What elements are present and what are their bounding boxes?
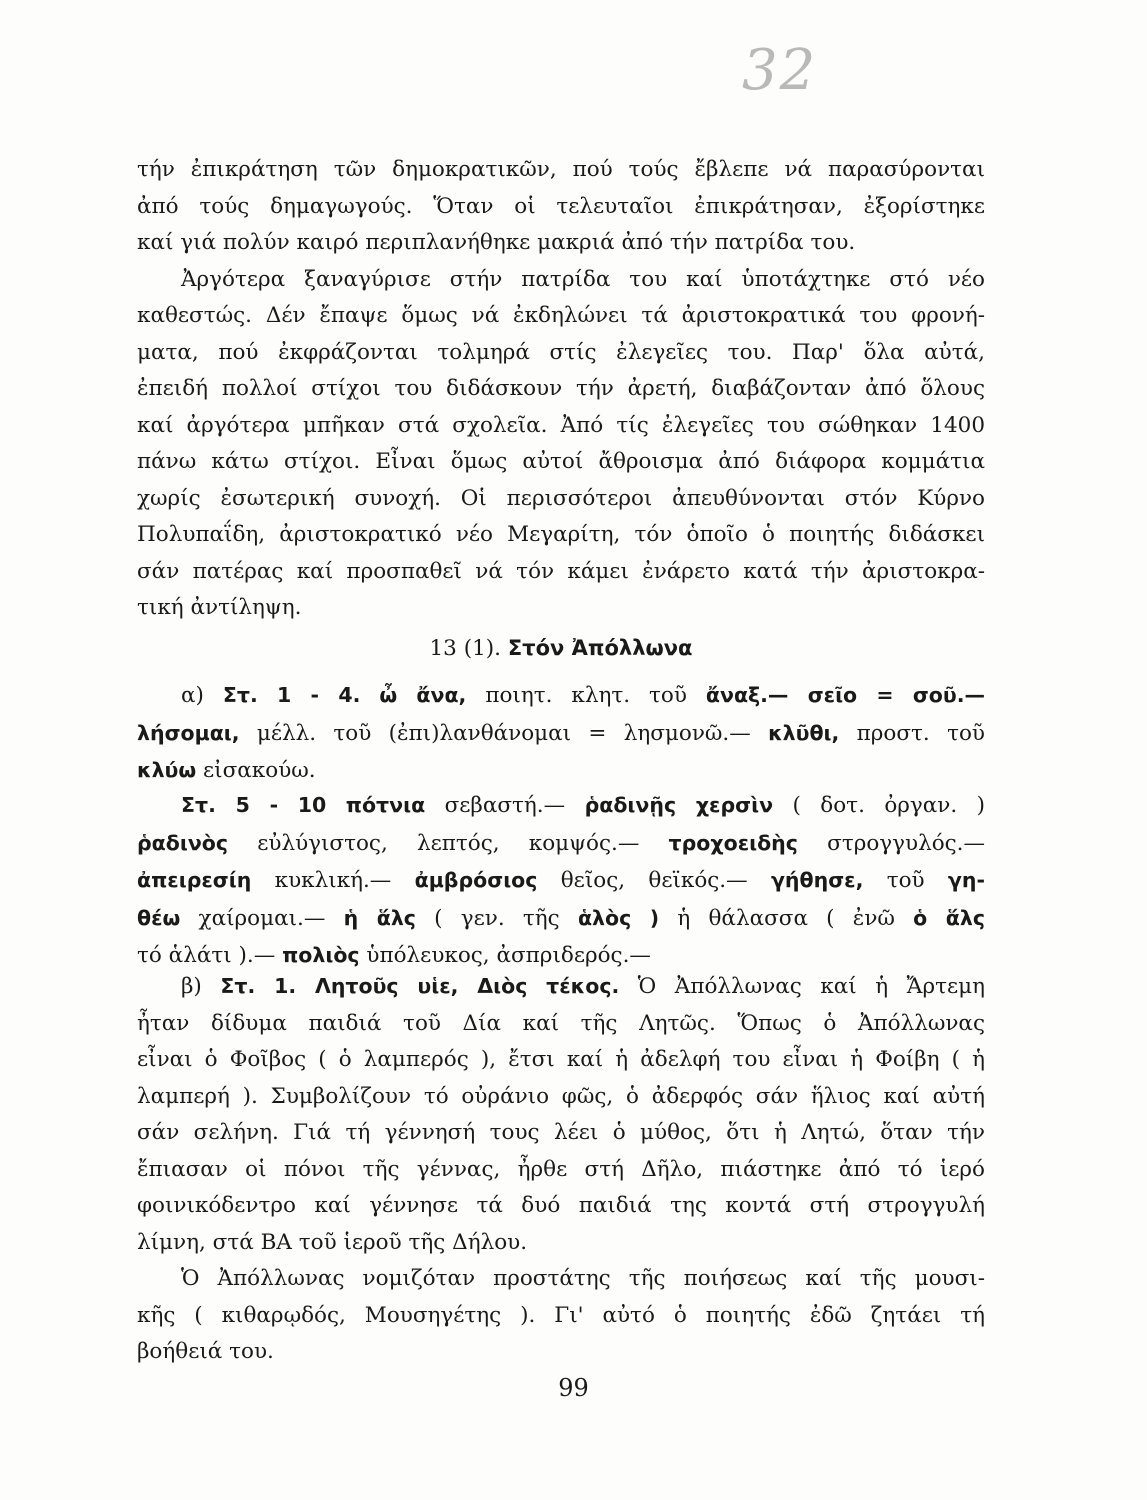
lemma: κλῦθι, <box>768 720 840 745</box>
gloss: ὑπόλευκος, ἀσπριδερός.— <box>366 943 651 968</box>
text-line: ἐπειδή πολλοί στίχοι του διδάσκουν τήν ἀρετή, διαβάζονταν ἀπό ὅλους <box>137 376 985 401</box>
gloss: ( γεν. τῆς <box>434 905 560 931</box>
notes-alpha <box>137 677 985 790</box>
gloss: στρογγυλός.— <box>827 830 986 856</box>
text-line: κῆς ( κιθαρῳδός, Μουσηγέτης ). Γι' αὐτό ὁ ποιητής ἐδῶ ζητάει τή <box>137 1302 985 1328</box>
lemma: κλύω <box>137 758 197 782</box>
text-line: Ἀργότερα ξαναγύρισε στήν πατρίδα του καί ὑποτάχτηκε στό νέο <box>181 266 985 292</box>
gloss: εἰσακούω. <box>203 758 316 783</box>
text-line: ἀπό τούς δημαγωγούς. Ὅταν οἱ τελευταῖοι ἐπικράτησαν, ἐξορίστηκε <box>137 193 985 219</box>
lemma: θέω <box>137 905 181 930</box>
text-line: σάν σελήνη. Γιά τή γέννησή τους λέει ὁ μύθος, ὅτι ἡ Λητώ, ὅταν τήν <box>137 1120 985 1145</box>
text-line: Ὁ Ἀπόλλωνας νομιζόταν προστάτης τῆς ποιήσεως καί τῆς μουσι- <box>181 1266 985 1291</box>
text-line: τήν ἐπικράτηση τῶν δημοκρατικῶν, πού τούς ἔβλεπε νά παρασύρονται <box>137 157 985 182</box>
note-label: α) <box>181 683 204 708</box>
gloss: ποιητ. κλητ. τοῦ <box>485 683 687 708</box>
lemma: ῥαδινὸς <box>137 830 229 855</box>
text-line: καί ἀργότερα μπῆκαν στά σχολεῖα. Ἀπό τίς ἐλεγεῖες του σώθηκαν 1400 <box>137 412 985 438</box>
gloss: κυκλική.— <box>274 868 392 893</box>
gloss: μέλλ. τοῦ (ἐπι)λανθάνομαι = λησμονῶ.— <box>256 720 751 746</box>
gloss: προστ. τοῦ <box>856 720 985 746</box>
heading-number: 13 (1). <box>429 636 501 661</box>
text-line: Πολυπαΐδη, ἀριστοκρατικό νέο Μεγαρίτη, τόν ὁποῖο ὁ ποιητής διδάσκει <box>137 522 985 547</box>
lemma: ὁ ἅλς <box>913 905 985 930</box>
lemma: ἁλὸς ) <box>577 905 660 930</box>
paragraph-2 <box>137 262 985 627</box>
lemma: ὦ ἄνα, <box>379 683 467 707</box>
verse-ref: Στ. 5 - 10 <box>181 793 327 817</box>
gloss: τοῦ <box>886 868 925 893</box>
gloss: ( δοτ. ὀργαν. ) <box>792 793 985 818</box>
text-line: χωρίς ἐσωτερική συνοχή. Οἱ περισσότεροι ἀπευθύνονται στόν Κύρνο <box>137 485 985 511</box>
text-line: καί γιά πολύν καιρό περιπλανήθηκε μακριά ἀπό τήν πατρίδα του. <box>137 230 856 255</box>
lemma: πολιὸς <box>282 943 360 967</box>
lemma: ἡ ἅλς <box>343 905 416 930</box>
text-line <box>137 968 985 1006</box>
text-line <box>137 862 985 900</box>
text-line: λίμνη, στά ΒΑ τοῦ ἱεροῦ τῆς Δήλου. <box>137 1229 528 1255</box>
lemma: ἀμβρόσιος <box>414 868 538 892</box>
page-number: 99 <box>558 1374 589 1402</box>
lemma: γη- <box>947 868 985 892</box>
text-line: ἦταν δίδυμα παιδιά τοῦ Δία καί τῆς Λητῶς. Ὅπως ὁ Ἀπόλλωνας <box>137 1010 985 1036</box>
section-heading <box>137 630 985 668</box>
text-line <box>137 900 985 938</box>
lemma: ἄναξ.— σεῖο = σοῦ.— <box>705 683 986 707</box>
verse-lemma: Στ. 1. Λητοῦς υἱε, Διὸς τέκος. <box>220 974 620 998</box>
gloss: εὐλύγιστος, λεπτός, κομψός.— <box>257 830 640 856</box>
text-line: σάν πατέρας καί προσπαθεῖ νά τόν κάμει ἐνάρετο κατά τήν ἀριστοκρα- <box>137 558 985 584</box>
body-text <box>137 152 985 627</box>
text-line <box>137 715 985 753</box>
text-line <box>137 825 985 863</box>
gloss: χαίρομαι.— <box>198 905 326 931</box>
notes-verses-5-10 <box>137 787 985 975</box>
heading-title: Στόν Ἀπόλλωνα <box>507 636 693 660</box>
text-line <box>137 787 985 825</box>
text-line: ματα, πού ἐκφράζονται τολμηρά στίς ἐλεγεῖες του. Παρ' ὅλα αὐτά, <box>137 339 985 365</box>
lemma: λήσομαι, <box>137 720 240 745</box>
text-line <box>137 752 985 790</box>
text-line: τική ἀντίληψη. <box>137 595 302 620</box>
notes-beta <box>137 968 985 1371</box>
lemma: ἀπειρεσίη <box>137 868 252 892</box>
gloss: τό ἁλάτι ).— <box>137 943 276 968</box>
lemma: τροχοειδὴς <box>668 830 798 855</box>
paragraph-1 <box>137 152 985 262</box>
lemma: ῥαδινῇς χερσὶν <box>584 793 774 817</box>
text-line: λαμπερή ). Συμβολίζουν τό οὐράνιο φῶς, ὁ ἀδερφός σάν ἥλιος καί αὐτή <box>137 1083 985 1109</box>
text-line: βοήθειά του. <box>137 1339 274 1364</box>
text-line: εἶναι ὁ Φοῖβος ( ὁ λαμπερός ), ἔτσι καί ἡ ἀδελφή του εἶναι ἡ Φοίβη ( ἡ <box>137 1047 985 1072</box>
text-line <box>137 677 985 715</box>
verse-ref: Στ. 1 - 4. <box>222 683 361 707</box>
gloss: θεῖος, θεϊκός.— <box>560 868 748 893</box>
text-line: ἔπιασαν οἱ πόνοι τῆς γέννας, ἦρθε στή Δῆλο, πιάστηκε ἀπό τό ἱερό <box>137 1156 985 1182</box>
text-line: φοινικόδεντρο καί γέννησε τά δυό παιδιά της κοντά στή στρογγυλή <box>137 1193 985 1218</box>
gloss: Ὁ Ἀπόλλωνας καί ἡ Ἄρτεμη <box>637 974 985 999</box>
gloss: ἡ θάλασσα ( ἐνῶ <box>677 905 895 931</box>
gloss: σεβαστή.— <box>444 793 566 818</box>
lemma: γήθησε, <box>770 868 864 892</box>
text-line: καθεστώς. Δέν ἔπαψε ὅμως νά ἐκδηλώνει τά ἀριστοκρατικά του φρονή- <box>137 303 985 328</box>
note-label: β) <box>181 974 202 999</box>
lemma: πότνια <box>345 793 426 817</box>
handwritten-page-mark: 32 <box>742 38 818 103</box>
text-line: πάνω κάτω στίχοι. Εἶναι ὅμως αὐτοί ἄθροισμα ἀπό διάφορα κομμάτια <box>137 449 985 474</box>
